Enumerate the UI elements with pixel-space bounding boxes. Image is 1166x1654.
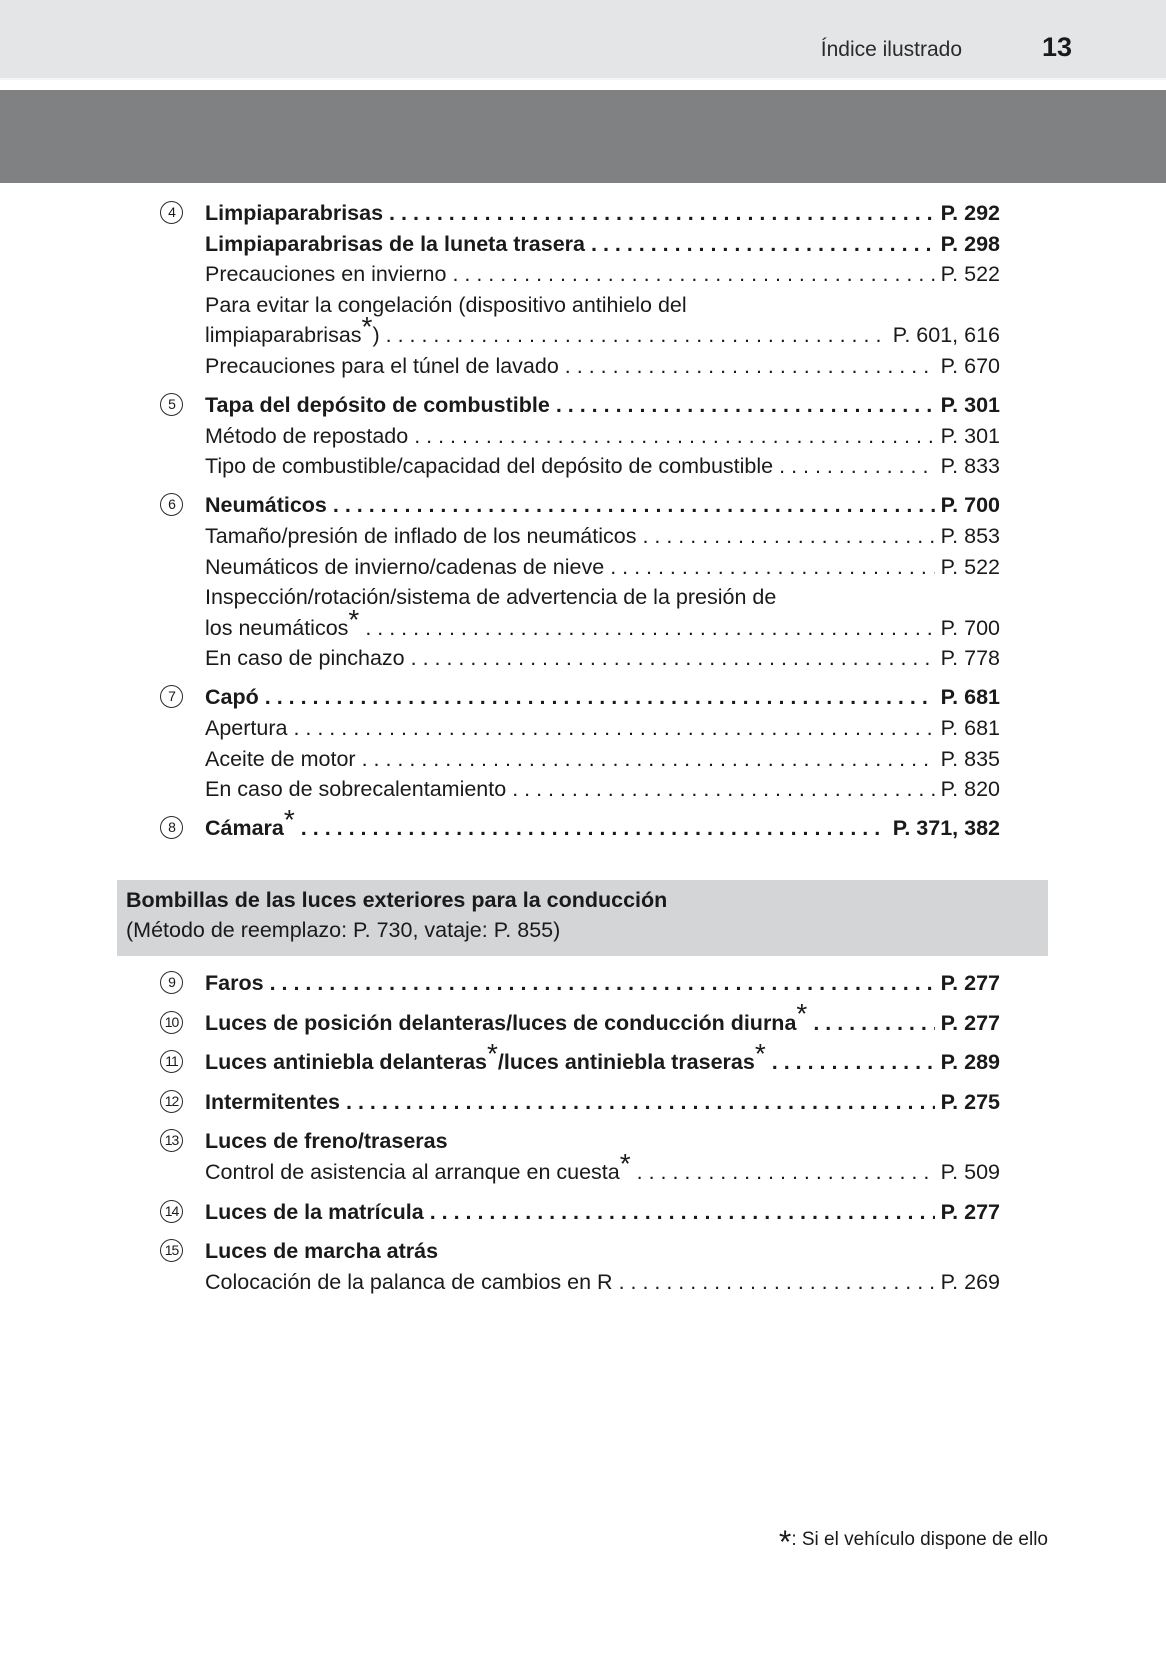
index-line [205,713,1000,744]
index-line [205,998,1000,1039]
index-line-text: Tipo de combustible/capacidad del depósito de combustible [205,454,774,479]
footnote-text: : Si el vehículo dispone de ello [791,1529,1048,1550]
dot-leader [265,682,935,713]
dot-leader [414,421,934,452]
index-line [205,490,1000,521]
index-line [205,311,1000,351]
index-line [205,1197,1000,1228]
index-line [205,968,1000,999]
index-line-label [205,451,773,482]
footnote [778,1516,1048,1560]
page-reference: P. 601, 616 [892,323,1000,348]
dot-leader [301,813,887,844]
dot-leader [411,643,935,674]
index-line-text: Tamaño/presión de inflado de los neumáticos [205,523,637,548]
dot-leader [346,1087,935,1118]
lights-section-box [117,880,1048,956]
index-line-label [205,1129,448,1153]
index-line-text: Limpiaparabrisas [205,201,384,225]
index-line-text: Aceite de motor [205,746,356,771]
index-line-label [205,552,604,583]
callout-number-9: 9 [160,971,183,994]
page-reference: P. 509 [940,1159,1000,1184]
callout-number-6: 6 [160,493,183,516]
index-line-label [205,521,636,552]
index-line-label [205,490,327,521]
index-line-text: Tapa del depósito de combustible [205,393,550,418]
index-line-text: En caso de pinchazo [205,646,405,671]
dot-leader [362,744,935,775]
index-line-text: limpiaparabrisas [205,323,362,348]
index-line-label [205,682,259,713]
index-entry-8 [150,804,1000,844]
page-reference: P. 522 [940,554,1000,579]
asterisk-mark: * [348,603,360,635]
index-line-text: Limpiaparabrisas de la luneta trasera [205,231,585,256]
index-entry-13 [150,1126,1000,1187]
index-line [205,351,1000,382]
index-line-text: Cámara [205,816,284,841]
page-reference: P. 275 [940,1089,1000,1114]
asterisk-mark: * [796,998,808,1030]
index-line-text: Neumáticos de invierno/cadenas de nieve [205,554,605,579]
lights-section-title: Bombillas de las luces exteriores para la conducción [126,888,668,912]
page-reference: P. 269 [940,1269,1000,1294]
dot-leader [619,1267,935,1298]
dot-leader [642,521,934,552]
callout-number-4: 4 [160,201,183,224]
index-line [205,390,1000,421]
index-entry-5 [150,390,1000,482]
page-reference: P. 681 [940,685,1000,710]
index-line [205,774,1000,805]
asterisk-mark: * [754,1038,766,1070]
dot-leader [386,320,887,351]
index-group-exterior [150,198,1000,844]
page-reference: P. 371, 382 [892,816,1000,841]
index-line [205,259,1000,290]
index-line-label [205,293,687,317]
index-line-text: Luces de marcha atrás [205,1239,439,1264]
dot-leader [591,229,935,260]
callout-number-10: 10 [160,1011,183,1034]
index-line [205,552,1000,583]
index-entry-9 [150,968,1000,999]
index-entry-12 [150,1087,1000,1118]
index-entry-10 [150,998,1000,1039]
header-band [0,0,1166,78]
index-line-label [205,229,585,260]
dot-leader [452,259,934,290]
index-line-label [205,259,446,290]
index-line [205,582,1000,613]
index-line-text-continued: /luces antiniebla traseras [497,1050,755,1075]
asterisk-mark: * [283,804,295,836]
index-line-text: Luces de freno/traseras [205,1129,448,1154]
index-line [205,421,1000,452]
index-entry-7 [150,682,1000,804]
index-line [205,1147,1000,1188]
index-line-label [205,1147,631,1188]
page-reference: P. 853 [940,523,1000,548]
lights-section-subtitle: (Método de reemplazo: P. 730, vataje: P. 855) [126,918,561,942]
dot-leader [270,968,935,999]
index-line-text: Capó [205,685,259,710]
index-line-text: Precauciones en invierno [205,262,447,287]
index-line-label [205,198,383,229]
index-line-text: En caso de sobrecalentamiento [205,777,507,802]
index-line-text: Luces de posición delanteras/luces de conducción diurna [205,1010,797,1035]
index-line-text: Precauciones para el túnel de lavado [205,353,559,378]
index-line-text: Luces de la matrícula [205,1199,424,1224]
dot-leader [556,390,935,421]
index-line-label [205,998,808,1039]
callout-number-15: 15 [160,1239,183,1262]
index-line-label [205,1267,613,1298]
footnote-asterisk: * [778,1524,792,1560]
index-line-label [205,643,405,674]
page-reference: P. 700 [940,493,1000,518]
dot-leader [293,713,934,744]
index-line [205,198,1000,229]
banner-band [0,90,1166,183]
index-line-label [205,744,356,775]
index-entry-14 [150,1197,1000,1228]
index-entry-4 [150,198,1000,382]
index-line-text: Colocación de la palanca de cambios en R [205,1269,613,1294]
callout-number-5: 5 [160,393,183,416]
callout-number-11: 11 [160,1050,183,1073]
page-reference: P. 681 [940,716,1000,740]
page-reference: P. 277 [940,971,1000,995]
index-line [205,1126,1000,1157]
index-line-label [205,1038,766,1078]
index-line-label [205,351,559,382]
asterisk-mark: * [619,1147,631,1179]
index-line [205,451,1000,482]
header-divider [0,78,1166,80]
dot-leader [610,552,934,583]
page-reference: P. 298 [940,231,1000,256]
index-line-label [205,713,287,744]
index-line-label [205,311,380,351]
page-reference: P. 820 [940,777,1000,802]
index-line [205,643,1000,674]
page-reference: P. 700 [940,615,1000,640]
index-line-text: los neumáticos [205,615,349,640]
callout-number-7: 7 [160,685,183,708]
index-line [205,1267,1000,1298]
dot-leader [430,1197,935,1228]
page-reference: P. 778 [940,646,1000,671]
dot-leader [772,1047,935,1078]
page-reference: P. 833 [940,454,1000,479]
index-line [205,229,1000,260]
dot-leader [333,490,935,521]
page-reference: P. 289 [940,1050,1000,1075]
page-reference: P. 301 [940,393,1000,418]
callout-number-14: 14 [160,1200,183,1223]
index-line [205,1236,1000,1267]
index-line-label [205,390,550,421]
index-line-text: Para evitar la congelación (dispositivo antihielo del [205,292,687,317]
index-line-label [205,774,506,805]
index-line-text: Neumáticos [205,493,327,518]
page-reference: P. 670 [940,353,1000,378]
index-line-text: Inspección/rotación/sistema de advertencia de la presión de [205,585,777,610]
dot-leader [565,351,935,382]
index-line-label [205,804,295,844]
page-reference: P. 292 [940,201,1000,225]
index-line [205,682,1000,713]
dot-leader [779,451,934,482]
index-line [205,603,1000,644]
dot-leader [637,1157,935,1188]
index-line-text: Apertura [205,716,288,740]
index-line-text: Método de repostado [205,423,409,448]
section-title: Índice ilustrado [820,38,962,61]
index-line-text: Luces antiniebla delanteras [205,1050,487,1075]
dot-leader [365,613,934,644]
index-line [205,1038,1000,1078]
index-line [205,744,1000,775]
dot-leader [813,1008,934,1039]
index-line [205,804,1000,844]
page-reference: P. 835 [940,746,1000,771]
index-entry-15 [150,1236,1000,1297]
index-line [205,290,1000,321]
callout-number-13: 13 [160,1129,183,1152]
index-entry-11 [150,1038,1000,1078]
asterisk-mark: * [361,311,373,343]
page-reference: P. 522 [940,262,1000,287]
index-line-label [205,1087,340,1118]
callout-number-8: 8 [160,816,183,839]
index-entry-6 [150,490,1000,674]
index-line-text: Faros [205,971,264,995]
index-line-text: Intermitentes [205,1089,341,1114]
index-line-label [205,603,360,644]
index-line-label [205,585,776,609]
index-group-lights [150,968,1000,1297]
asterisk-mark: * [487,1038,498,1070]
dot-leader [389,198,935,229]
index-line-label [205,968,264,999]
callout-number-12: 12 [160,1090,183,1113]
page-reference: P. 301 [940,423,1000,448]
index-line-label [205,1239,438,1263]
page-reference: P. 277 [940,1010,1000,1035]
index-line-text-continued: ) [372,323,380,348]
index-line-label [205,421,408,452]
dot-leader [512,774,934,805]
page-number: 13 [1041,32,1072,62]
index-line-label [205,1197,424,1228]
index-line [205,521,1000,552]
index-line [205,1087,1000,1118]
index-line-text: Control de asistencia al arranque en cuesta [205,1159,620,1184]
page-reference: P. 277 [940,1199,1000,1224]
